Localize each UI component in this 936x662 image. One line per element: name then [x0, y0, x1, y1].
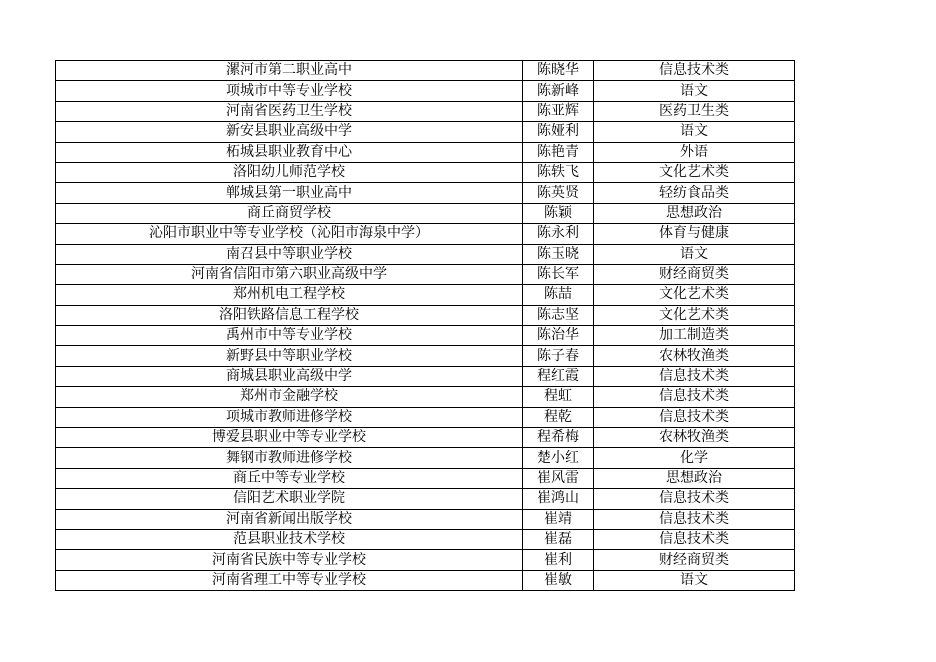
name-cell[interactable]: 陈子春 — [523, 346, 594, 366]
table-row — [56, 387, 795, 407]
name-cell[interactable]: 崔敏 — [523, 570, 594, 590]
subject-cell[interactable]: 语文 — [594, 570, 795, 590]
school-cell[interactable]: 郑州市金融学校 — [56, 387, 523, 407]
subject-cell[interactable]: 外语 — [594, 142, 795, 162]
subject-cell[interactable]: 语文 — [594, 122, 795, 142]
subject-cell[interactable]: 文化艺术类 — [594, 285, 795, 305]
name-cell[interactable]: 陈永利 — [523, 224, 594, 244]
table-row — [56, 244, 795, 264]
subject-cell[interactable]: 信息技术类 — [594, 387, 795, 407]
name-cell[interactable]: 程乾 — [523, 407, 594, 427]
table-row — [56, 366, 795, 386]
table-row — [56, 448, 795, 468]
name-cell[interactable]: 崔靖 — [523, 509, 594, 529]
school-cell[interactable]: 柘城县职业教育中心 — [56, 142, 523, 162]
school-cell[interactable]: 漯河市第二职业高中 — [56, 61, 523, 81]
subject-cell[interactable]: 信息技术类 — [594, 366, 795, 386]
table-row — [56, 468, 795, 488]
table-row — [56, 509, 795, 529]
name-cell[interactable]: 陈新峰 — [523, 81, 594, 101]
table-row — [56, 264, 795, 284]
name-cell[interactable]: 崔风雷 — [523, 468, 594, 488]
table-row — [56, 81, 795, 101]
table-row — [56, 529, 795, 549]
subject-cell[interactable]: 思想政治 — [594, 468, 795, 488]
table-row — [56, 407, 795, 427]
name-cell[interactable]: 陈颖 — [523, 203, 594, 223]
school-cell[interactable]: 商城县职业高级中学 — [56, 366, 523, 386]
school-cell[interactable]: 博爱县职业中等专业学校 — [56, 428, 523, 448]
school-cell[interactable]: 信阳艺术职业学院 — [56, 489, 523, 509]
name-cell[interactable]: 陈长军 — [523, 264, 594, 284]
school-cell[interactable]: 新野县中等职业学校 — [56, 346, 523, 366]
name-cell[interactable]: 崔利 — [523, 550, 594, 570]
school-cell[interactable]: 范县职业技术学校 — [56, 529, 523, 549]
table-row — [56, 203, 795, 223]
school-cell[interactable]: 项城市中等专业学校 — [56, 81, 523, 101]
name-cell[interactable]: 崔磊 — [523, 529, 594, 549]
table-row — [56, 122, 795, 142]
table-row — [56, 570, 795, 590]
name-cell[interactable]: 程虹 — [523, 387, 594, 407]
school-cell[interactable]: 商丘商贸学校 — [56, 203, 523, 223]
school-cell[interactable]: 郑州机电工程学校 — [56, 285, 523, 305]
table-row — [56, 285, 795, 305]
subject-cell[interactable]: 农林牧渔类 — [594, 428, 795, 448]
spreadsheet-table — [55, 60, 795, 591]
subject-cell[interactable]: 文化艺术类 — [594, 162, 795, 182]
name-cell[interactable]: 陈治华 — [523, 326, 594, 346]
school-cell[interactable]: 禹州市中等专业学校 — [56, 326, 523, 346]
subject-cell[interactable]: 医药卫生类 — [594, 101, 795, 121]
name-cell[interactable]: 楚小红 — [523, 448, 594, 468]
spreadsheet-body — [56, 61, 795, 591]
subject-cell[interactable]: 农林牧渔类 — [594, 346, 795, 366]
name-cell[interactable]: 陈娅利 — [523, 122, 594, 142]
subject-cell[interactable]: 信息技术类 — [594, 489, 795, 509]
table-row — [56, 162, 795, 182]
table-row — [56, 61, 795, 81]
name-cell[interactable]: 程红霞 — [523, 366, 594, 386]
school-cell[interactable]: 舞钢市教师进修学校 — [56, 448, 523, 468]
subject-cell[interactable]: 思想政治 — [594, 203, 795, 223]
subject-cell[interactable]: 信息技术类 — [594, 529, 795, 549]
school-cell[interactable]: 河南省民族中等专业学校 — [56, 550, 523, 570]
school-cell[interactable]: 河南省理工中等专业学校 — [56, 570, 523, 590]
subject-cell[interactable]: 轻纺食品类 — [594, 183, 795, 203]
school-cell[interactable]: 商丘中等专业学校 — [56, 468, 523, 488]
name-cell[interactable]: 崔鸿山 — [523, 489, 594, 509]
school-cell[interactable]: 河南省信阳市第六职业高级中学 — [56, 264, 523, 284]
school-cell[interactable]: 河南省新闻出版学校 — [56, 509, 523, 529]
subject-cell[interactable]: 语文 — [594, 244, 795, 264]
school-cell[interactable]: 洛阳铁路信息工程学校 — [56, 305, 523, 325]
subject-cell[interactable]: 信息技术类 — [594, 61, 795, 81]
school-cell[interactable]: 新安县职业高级中学 — [56, 122, 523, 142]
name-cell[interactable]: 陈艳青 — [523, 142, 594, 162]
name-cell[interactable]: 陈玉晓 — [523, 244, 594, 264]
subject-cell[interactable]: 文化艺术类 — [594, 305, 795, 325]
table-row — [56, 305, 795, 325]
name-cell[interactable]: 陈晓华 — [523, 61, 594, 81]
school-cell[interactable]: 郸城县第一职业高中 — [56, 183, 523, 203]
school-cell[interactable]: 南召县中等职业学校 — [56, 244, 523, 264]
table-row — [56, 428, 795, 448]
table-row — [56, 550, 795, 570]
subject-cell[interactable]: 化学 — [594, 448, 795, 468]
school-cell[interactable]: 项城市教师进修学校 — [56, 407, 523, 427]
table-row — [56, 183, 795, 203]
subject-cell[interactable]: 财经商贸类 — [594, 550, 795, 570]
name-cell[interactable]: 陈喆 — [523, 285, 594, 305]
table-row — [56, 326, 795, 346]
name-cell[interactable]: 陈英贤 — [523, 183, 594, 203]
table-row — [56, 346, 795, 366]
subject-cell[interactable]: 语文 — [594, 81, 795, 101]
subject-cell[interactable]: 信息技术类 — [594, 407, 795, 427]
table-row — [56, 101, 795, 121]
name-cell[interactable]: 陈轶飞 — [523, 162, 594, 182]
school-cell[interactable]: 洛阳幼儿师范学校 — [56, 162, 523, 182]
name-cell[interactable]: 陈亚辉 — [523, 101, 594, 121]
school-cell[interactable]: 沁阳市职业中等专业学校（沁阳市海泉中学） — [56, 224, 523, 244]
table-row — [56, 142, 795, 162]
subject-cell[interactable]: 加工制造类 — [594, 326, 795, 346]
subject-cell[interactable]: 体育与健康 — [594, 224, 795, 244]
subject-cell[interactable]: 财经商贸类 — [594, 264, 795, 284]
school-cell[interactable]: 河南省医药卫生学校 — [56, 101, 523, 121]
name-cell[interactable]: 陈志坚 — [523, 305, 594, 325]
name-cell[interactable]: 程希梅 — [523, 428, 594, 448]
table-row — [56, 489, 795, 509]
subject-cell[interactable]: 信息技术类 — [594, 509, 795, 529]
table-row — [56, 224, 795, 244]
